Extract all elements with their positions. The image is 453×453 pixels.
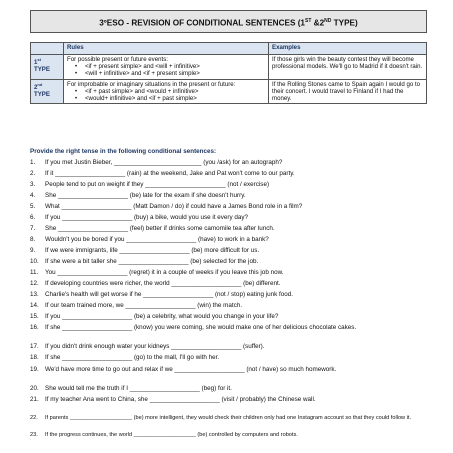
exercise-item: 10. If she were a bit taller she ____________________ (be) selected for the job.	[30, 258, 259, 265]
exercise-item: 2. If it ____________________ (rain) at the weekend, Jake and Pat won't come to our party.	[30, 170, 295, 177]
rule-bullet: • <if + past simple> and <would + infinitive>	[67, 88, 265, 95]
table-corner	[31, 43, 64, 55]
exercise-item: 20. She would tell me the truth if I ____________________ (beg) for it.	[30, 385, 232, 392]
second-type-label: 2nd TYPE	[31, 79, 64, 104]
second-type-example: If the Rolling Stones came to Spain again I would go to their concert. I would travel to Finland if I had the money.	[269, 79, 427, 104]
title-text-suffix: TYPE)	[331, 18, 358, 28]
exercise-item: 12. If developing countries were richer, the world ____________________ (be) different.	[30, 280, 281, 287]
exercise-item: 15. If you ____________________ (be) a celebrity, what would you change in your life?	[30, 313, 279, 320]
exercise-item: 22. If parents ____________________ (be) more intelligent, they would check their children only had one Instagram account so that they could follow it.	[30, 415, 412, 421]
exercise-item: 16. If she ____________________ (know) you were coming, she would make one of her delicious chocolate cakes.	[30, 324, 357, 331]
exercise-item: 21. If my teacher Ana went to China, she ____________________ (visit / probably) the Chinese wall.	[30, 396, 316, 403]
exercise-item: 18. If she ____________________ (go) to the mall, I'll go with her.	[30, 354, 220, 361]
first-type-example: If those girls win the beauty contest they will become professional models. We'll go to Madrid if it doesn't rain.	[269, 55, 427, 80]
exercise-item: 7. She ____________________ (feel) better if drinks some camomile tea after lunch.	[30, 225, 275, 232]
exercise-item: 19. We'd have more time to go out and relax if we ____________________ (not / have) so much homework.	[30, 366, 337, 373]
exercise-item: 14. If our team trained more, we ____________________ (win) the match.	[30, 302, 243, 309]
rule-bullet: • <would+ infinitive> and <if + past simple>	[67, 95, 265, 102]
rule-bullet: • <will + infinitive> and <if + present simple>	[67, 70, 265, 77]
first-type-rule	[64, 55, 269, 80]
exercise-instruction: Provide the right tense in the following conditional sentences:	[30, 148, 217, 155]
first-type-row	[31, 55, 427, 80]
exercise-item: 11. You ____________________ (regret) it in a couple of weeks if you leave this job now.	[30, 269, 284, 276]
exercise-item: 6. If you ____________________ (buy) a bike, would you use it every day?	[30, 214, 249, 221]
first-type-label: 1st TYPE	[31, 55, 64, 80]
rule-intro: For possible present or future events:	[67, 56, 168, 63]
exercise-item: 5. What ____________________ (Matt Damon / do) if could have a James Bond role in a film?	[30, 203, 303, 210]
rule-intro: For improbable or imaginary situations in the present or future:	[67, 80, 236, 88]
exercise-item: 1. If you met Justin Bieber, _________________________ (you /ask) for an autograph?	[30, 159, 283, 166]
exercise-item: 23. If the progress continues, the world ____________________ (be) controlled by computers and robots.	[30, 432, 298, 438]
exercise-item: 4. She ____________________ (be) late for the exam if she doesn't hurry.	[30, 192, 246, 199]
second-type-row	[31, 79, 427, 104]
rules-header: Rules	[64, 43, 269, 55]
title-text-mid: &2	[311, 18, 325, 28]
examples-header: Examples	[269, 43, 427, 55]
exercise-item: 8. Wouldn't you be bored if you ____________________ (have) to work in a bank?	[30, 236, 269, 243]
title-sup-second: ND	[324, 18, 332, 24]
title-sup-first: ST	[304, 18, 312, 24]
exercise-item: 13. Charlie's health will get worse if he ____________________ (not / stop) eating junk food.	[30, 291, 293, 298]
rule-bullet: • <if + present simple> and <will + infinitive>	[67, 63, 265, 70]
exercise-item: 3. People tend to put on weight if they _______________________ (not / exercise)	[30, 181, 270, 188]
second-type-rule	[64, 79, 269, 104]
exercise-item: 17. If you didn't drink enough water your kidneys ____________________ (suffer).	[30, 343, 265, 350]
exercise-item: 9. If we were immigrants, life ____________________ (be) more difficult for us.	[30, 247, 260, 254]
rules-table	[30, 42, 427, 104]
worksheet-title	[30, 10, 427, 33]
title-text-prefix: 3ºESO - REVISION OF CONDITIONAL SENTENCES (1	[99, 18, 305, 28]
